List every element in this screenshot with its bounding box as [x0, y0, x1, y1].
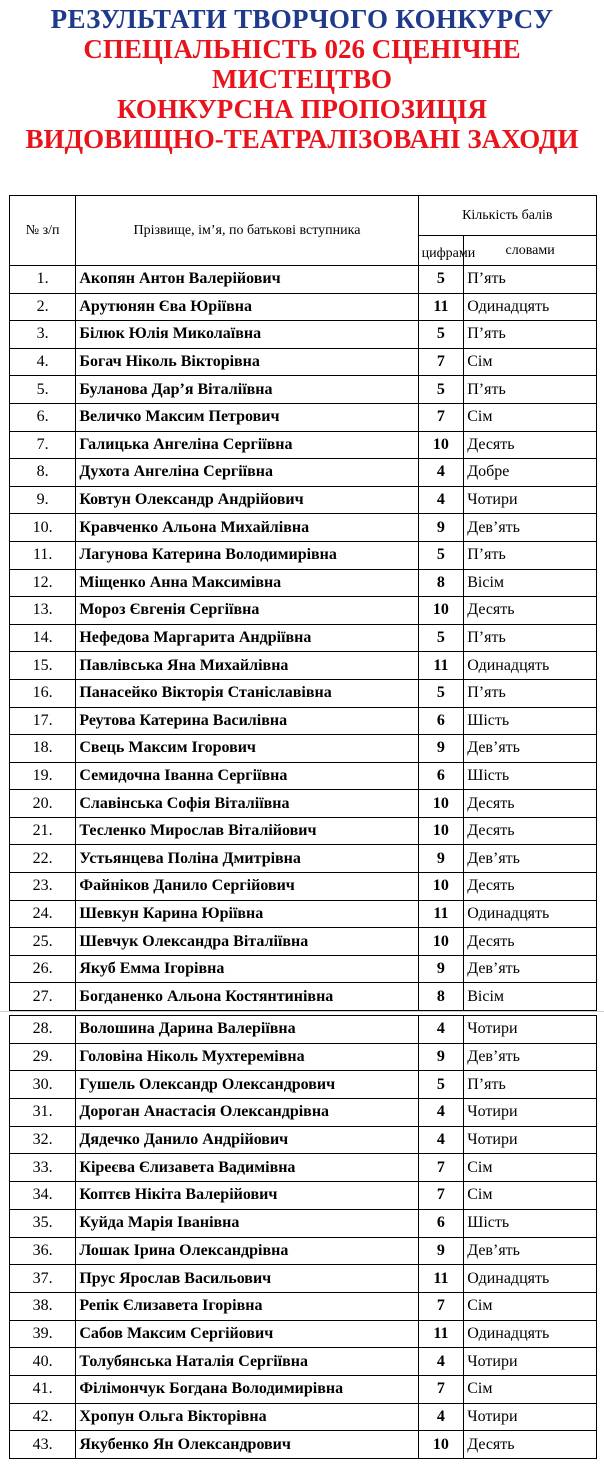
- score-words: Одинадцять: [464, 900, 597, 928]
- score-digits: 10: [418, 790, 464, 818]
- row-number: 9.: [10, 486, 76, 514]
- score-digits: 8: [418, 983, 464, 1011]
- applicant-name: Хропун Ольга Вікторівна: [76, 1403, 418, 1431]
- row-number: 2.: [10, 293, 76, 321]
- score-digits: 10: [418, 817, 464, 845]
- table-row: [10, 348, 597, 376]
- applicant-name: Дядечко Данило Андрійович: [76, 1126, 418, 1154]
- score-digits: 11: [418, 293, 464, 321]
- row-number: 12.: [10, 569, 76, 597]
- page-break-line: [0, 1011, 604, 1012]
- applicant-name: Устьянцева Поліна Дмитрівна: [76, 845, 418, 873]
- row-number: 40.: [10, 1348, 76, 1376]
- applicant-name: Волошина Дарина Валеріївна: [76, 1016, 418, 1044]
- table-row: [10, 983, 597, 1011]
- score-digits: 5: [418, 624, 464, 652]
- table-row: [10, 1182, 597, 1210]
- score-digits: 10: [418, 597, 464, 625]
- applicant-name: Тесленко Мирослав Віталійович: [76, 817, 418, 845]
- table-row: [10, 597, 597, 625]
- applicant-name: Репік Єлизавета Ігорівна: [76, 1292, 418, 1320]
- row-number: 22.: [10, 845, 76, 873]
- table-row: [10, 1375, 597, 1403]
- score-digits: 5: [418, 321, 464, 349]
- applicant-name: Свець Максим Ігорович: [76, 735, 418, 763]
- table-row: [10, 1431, 597, 1459]
- applicant-name: Коптєв Нікіта Валерійович: [76, 1182, 418, 1210]
- document-header: [0, 0, 604, 154]
- table-row: [10, 1154, 597, 1182]
- score-digits: 4: [418, 1403, 464, 1431]
- score-digits: 11: [418, 1265, 464, 1293]
- applicant-name: Нефедова Маргарита Андріївна: [76, 624, 418, 652]
- row-number: 15.: [10, 652, 76, 680]
- score-digits: 7: [418, 1292, 464, 1320]
- row-number: 41.: [10, 1375, 76, 1403]
- score-words: П’ять: [464, 624, 597, 652]
- table-row: [10, 514, 597, 542]
- score-digits: 5: [418, 1071, 464, 1099]
- row-number: 19.: [10, 762, 76, 790]
- applicant-name: Духота Ангеліна Сергіївна: [76, 459, 418, 487]
- table-row: [10, 293, 597, 321]
- table-row: [10, 624, 597, 652]
- table-row: [10, 790, 597, 818]
- applicant-name: Шевчук Олександра Віталіївна: [76, 928, 418, 956]
- title-specialty: СПЕЦІАЛЬНІСТЬ 026 СЦЕНІЧНЕ: [83, 34, 521, 64]
- title-results: РЕЗУЛЬТАТИ ТВОРЧОГО КОНКУРСУ: [50, 4, 554, 34]
- score-words: П’ять: [464, 541, 597, 569]
- score-digits: 9: [418, 955, 464, 983]
- row-number: 17.: [10, 707, 76, 735]
- row-number: 23.: [10, 873, 76, 901]
- score-digits: 7: [418, 403, 464, 431]
- score-digits: 10: [418, 873, 464, 901]
- applicant-name: Якуб Емма Ігорівна: [76, 955, 418, 983]
- score-digits: 5: [418, 541, 464, 569]
- table-row: [10, 817, 597, 845]
- applicant-name: Арутюнян Єва Юріївна: [76, 293, 418, 321]
- applicant-name: Ковтун Олександр Андрійович: [76, 486, 418, 514]
- table-row: [10, 1292, 597, 1320]
- table-row: [10, 321, 597, 349]
- applicant-name: Білюк Юлія Миколаївна: [76, 321, 418, 349]
- score-words: Десять: [464, 431, 597, 459]
- table-row: [10, 1043, 597, 1071]
- applicant-name: Головіна Ніколь Мухтеремівна: [76, 1043, 418, 1071]
- row-number: 39.: [10, 1320, 76, 1348]
- table-row: [10, 1320, 597, 1348]
- applicant-name: Богданенко Альона Костянтинівна: [76, 983, 418, 1011]
- table-row: [10, 707, 597, 735]
- applicant-name: Величко Максим Петрович: [76, 403, 418, 431]
- table-row: [10, 541, 597, 569]
- row-number: 8.: [10, 459, 76, 487]
- applicant-name: Лошак Ірина Олександрівна: [76, 1237, 418, 1265]
- table-row: [10, 652, 597, 680]
- score-words: Десять: [464, 873, 597, 901]
- score-words: Чотири: [464, 1099, 597, 1127]
- row-number: 24.: [10, 900, 76, 928]
- score-digits: 6: [418, 707, 464, 735]
- row-number: 21.: [10, 817, 76, 845]
- score-digits: 10: [418, 928, 464, 956]
- row-number: 5.: [10, 376, 76, 404]
- score-digits: 9: [418, 845, 464, 873]
- header-score: Кількість балів: [418, 196, 596, 236]
- table-row: [10, 1348, 597, 1376]
- table-row: [10, 735, 597, 763]
- score-words: Сім: [464, 1292, 597, 1320]
- score-digits: 7: [418, 1154, 464, 1182]
- title-proposal: КОНКУРСНА ПРОПОЗИЦІЯ: [117, 94, 487, 124]
- applicant-name: Панасейко Вікторія Станіславівна: [76, 679, 418, 707]
- table-row: [10, 1237, 597, 1265]
- row-number: 37.: [10, 1265, 76, 1293]
- score-digits: 4: [418, 459, 464, 487]
- row-number: 29.: [10, 1043, 76, 1071]
- table-row: [10, 873, 597, 901]
- table-row: [10, 900, 597, 928]
- score-digits: 11: [418, 1320, 464, 1348]
- row-number: 20.: [10, 790, 76, 818]
- header-words: словами: [464, 236, 597, 266]
- score-digits: 5: [418, 376, 464, 404]
- row-number: 7.: [10, 431, 76, 459]
- score-words: Шість: [464, 762, 597, 790]
- row-number: 30.: [10, 1071, 76, 1099]
- row-number: 26.: [10, 955, 76, 983]
- score-digits: 4: [418, 1099, 464, 1127]
- row-number: 11.: [10, 541, 76, 569]
- score-words: Десять: [464, 817, 597, 845]
- score-words: П’ять: [464, 266, 597, 294]
- table-row: [10, 266, 597, 294]
- table-row: [10, 1209, 597, 1237]
- applicant-name: Куйда Марія Іванівна: [76, 1209, 418, 1237]
- score-digits: 7: [418, 1182, 464, 1210]
- score-words: Десять: [464, 1431, 597, 1459]
- row-number: 10.: [10, 514, 76, 542]
- applicant-name: Семидочна Іванна Сергіївна: [76, 762, 418, 790]
- row-number: 28.: [10, 1016, 76, 1044]
- score-digits: 9: [418, 1043, 464, 1071]
- applicant-name: Кравченко Альона Михайлівна: [76, 514, 418, 542]
- score-words: Чотири: [464, 486, 597, 514]
- row-number: 18.: [10, 735, 76, 763]
- score-words: Сім: [464, 403, 597, 431]
- applicant-name: Богач Ніколь Вікторівна: [76, 348, 418, 376]
- applicant-name: Акопян Антон Валерійович: [76, 266, 418, 294]
- row-number: 4.: [10, 348, 76, 376]
- score-digits: 6: [418, 762, 464, 790]
- applicant-name: Дороган Анастасія Олександрівна: [76, 1099, 418, 1127]
- row-number: 3.: [10, 321, 76, 349]
- row-number: 13.: [10, 597, 76, 625]
- score-digits: 9: [418, 514, 464, 542]
- table-row: [10, 1099, 597, 1127]
- row-number: 43.: [10, 1431, 76, 1459]
- table-row: [10, 928, 597, 956]
- score-words: Сім: [464, 348, 597, 376]
- applicant-name: Буланова Дар’я Віталіївна: [76, 376, 418, 404]
- score-words: Вісім: [464, 983, 597, 1011]
- score-digits: 8: [418, 569, 464, 597]
- score-digits: 11: [418, 652, 464, 680]
- score-words: Сім: [464, 1182, 597, 1210]
- applicant-name: Кіреєва Єлизавета Вадимівна: [76, 1154, 418, 1182]
- table-row: [10, 845, 597, 873]
- score-words: Дев’ять: [464, 1237, 597, 1265]
- score-words: Сім: [464, 1375, 597, 1403]
- header-name: Прізвище, ім’я, по батькові вступника: [76, 196, 418, 266]
- title-program: ВИДОВИЩНО-ТЕАТРАЛІЗОВАНІ ЗАХОДИ: [25, 124, 579, 154]
- title-specialty-cont: МИСТЕЦТВО: [211, 64, 393, 94]
- table-row: [10, 762, 597, 790]
- table-row: [10, 569, 597, 597]
- table-row: [10, 376, 597, 404]
- table-row: [10, 679, 597, 707]
- table-header-row: [10, 196, 597, 236]
- table-row: [10, 1265, 597, 1293]
- score-words: Дев’ять: [464, 735, 597, 763]
- header-digits: цифрами: [418, 236, 464, 266]
- applicant-name: Файніков Данило Сергійович: [76, 873, 418, 901]
- score-words: Дев’ять: [464, 514, 597, 542]
- score-words: Чотири: [464, 1348, 597, 1376]
- row-number: 25.: [10, 928, 76, 956]
- score-words: Дев’ять: [464, 955, 597, 983]
- score-digits: 7: [418, 348, 464, 376]
- results-table-part1: [9, 195, 597, 1011]
- score-digits: 4: [418, 486, 464, 514]
- score-words: Шість: [464, 707, 597, 735]
- table-row: [10, 403, 597, 431]
- table-row: [10, 431, 597, 459]
- applicant-name: Сабов Максим Сергійович: [76, 1320, 418, 1348]
- score-digits: 4: [418, 1016, 464, 1044]
- score-words: Чотири: [464, 1126, 597, 1154]
- score-words: Вісім: [464, 569, 597, 597]
- score-words: П’ять: [464, 1071, 597, 1099]
- row-number: 1.: [10, 266, 76, 294]
- row-number: 32.: [10, 1126, 76, 1154]
- score-words: Добре: [464, 459, 597, 487]
- applicant-name: Філімончук Богдана Володимирівна: [76, 1375, 418, 1403]
- score-words: Одинадцять: [464, 293, 597, 321]
- row-number: 36.: [10, 1237, 76, 1265]
- score-digits: 4: [418, 1348, 464, 1376]
- row-number: 34.: [10, 1182, 76, 1210]
- table-row: [10, 955, 597, 983]
- applicant-name: Прус Ярослав Васильович: [76, 1265, 418, 1293]
- score-digits: 7: [418, 1375, 464, 1403]
- applicant-name: Павлівська Яна Михайлівна: [76, 652, 418, 680]
- score-digits: 11: [418, 900, 464, 928]
- row-number: 33.: [10, 1154, 76, 1182]
- table-row: [10, 1071, 597, 1099]
- row-number: 31.: [10, 1099, 76, 1127]
- score-digits: 6: [418, 1209, 464, 1237]
- applicant-name: Мороз Євгенія Сергіївна: [76, 597, 418, 625]
- score-words: Десять: [464, 928, 597, 956]
- applicant-name: Лагунова Катерина Володимирівна: [76, 541, 418, 569]
- table-row: [10, 1126, 597, 1154]
- score-words: Дев’ять: [464, 1043, 597, 1071]
- score-words: Одинадцять: [464, 652, 597, 680]
- score-digits: 5: [418, 679, 464, 707]
- row-number: 14.: [10, 624, 76, 652]
- score-digits: 10: [418, 431, 464, 459]
- score-digits: 5: [418, 266, 464, 294]
- score-words: Одинадцять: [464, 1320, 597, 1348]
- score-digits: 9: [418, 735, 464, 763]
- score-words: Дев’ять: [464, 845, 597, 873]
- table-row: [10, 1016, 597, 1044]
- applicant-name: Реутова Катерина Василівна: [76, 707, 418, 735]
- applicant-name: Толубянська Наталія Сергіївна: [76, 1348, 418, 1376]
- score-digits: 10: [418, 1431, 464, 1459]
- score-words: П’ять: [464, 321, 597, 349]
- row-number: 16.: [10, 679, 76, 707]
- score-words: Десять: [464, 790, 597, 818]
- score-digits: 9: [418, 1237, 464, 1265]
- score-digits: 4: [418, 1126, 464, 1154]
- header-num: № з/п: [10, 196, 76, 266]
- applicant-name: Міщенко Анна Максимівна: [76, 569, 418, 597]
- applicant-name: Славінська Софія Віталіївна: [76, 790, 418, 818]
- score-words: Одинадцять: [464, 1265, 597, 1293]
- applicant-name: Шевкун Карина Юріївна: [76, 900, 418, 928]
- applicant-name: Галицька Ангеліна Сергіївна: [76, 431, 418, 459]
- score-words: П’ять: [464, 376, 597, 404]
- row-number: 35.: [10, 1209, 76, 1237]
- score-words: Сім: [464, 1154, 597, 1182]
- row-number: 6.: [10, 403, 76, 431]
- applicant-name: Гушель Олександр Олександрович: [76, 1071, 418, 1099]
- table-row: [10, 486, 597, 514]
- row-number: 42.: [10, 1403, 76, 1431]
- score-words: Шість: [464, 1209, 597, 1237]
- score-words: Чотири: [464, 1016, 597, 1044]
- row-number: 38.: [10, 1292, 76, 1320]
- row-number: 27.: [10, 983, 76, 1011]
- results-table-part2: [9, 1015, 597, 1459]
- score-words: Чотири: [464, 1403, 597, 1431]
- applicant-name: Якубенко Ян Олександрович: [76, 1431, 418, 1459]
- table-row: [10, 1403, 597, 1431]
- score-words: П’ять: [464, 679, 597, 707]
- table-row: [10, 459, 597, 487]
- score-words: Десять: [464, 597, 597, 625]
